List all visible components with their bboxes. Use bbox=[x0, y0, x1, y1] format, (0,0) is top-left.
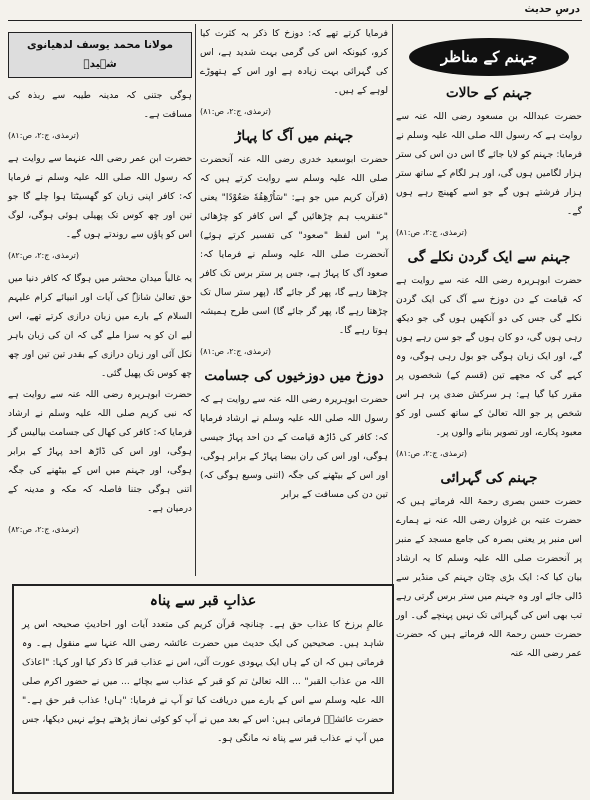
middle-column bbox=[200, 24, 388, 544]
reference: (ترمذی، ج:۲، ص:۸۱) bbox=[8, 131, 80, 140]
reference: (ترمذی، ج:۲، ص:۸۱) bbox=[200, 347, 272, 356]
reference: (ترمذی، ج:۲، ص:۸۱) bbox=[200, 107, 272, 116]
author-byline: مولانا محمد یوسف لدھیانوی شہیدؒ bbox=[8, 32, 192, 78]
reference: (ترمذی، ج:۲، ص:۸۱) bbox=[396, 228, 468, 237]
reference: (ترمذی، ج:۲، ص:۸۲) bbox=[8, 251, 80, 260]
paragraph: یہ غالباً میدان محشر میں ہوگا کہ کافر دنیا میں حق تعالیٰ شانہٗ کی آیات اور انبیائے کرام علیہم السلام کے بارے میں زبان درازی کرتے تھے، اس لیے ان کو یہ سزا ملے گی کہ ان کی زبان باہر نکل آئی اور زبان درازی کے بقدر تین تین اور چھ چھ کوس تک پھیل گئی۔ bbox=[8, 273, 192, 379]
heading-depth-of-hell: جہنم کی گہرائی bbox=[440, 470, 538, 486]
paragraph: ہوگی جتنی کہ مدینہ طیبہ سے ربذہ کی مسافت ہے۔ bbox=[8, 90, 192, 120]
paragraph: فرمایا کرتے تھے کہ: دوزخ کا ذکر بہ کثرت کیا کرو، کیونکہ اس کی گرمی بہت شدید ہے، اس کی گہرائی بہت زیادہ ہے اور اس کے ہتھوڑے لوہے کے ہیں۔ bbox=[200, 28, 388, 96]
top-rule bbox=[8, 20, 582, 21]
heading-body-size: دوزخ میں دوزخیوں کی جسامت bbox=[204, 368, 384, 384]
box-title: عذابِ قبر سے پناہ bbox=[149, 593, 257, 609]
heading-neck-of-fire: جہنم سے ایک گردن نکلے گی bbox=[407, 249, 571, 265]
paragraph: حضرت ابوسعید خدری رضی اللہ عنہ آنحضرت صلی اللہ علیہ وسلم سے روایت کرتے ہیں کہ (قرآن کریم میں جو ہے: "سَاُرْهِقُهٗ صَعُوْدًا" یعنی "عنقریب ہم چڑھائیں گے اس کافر کو چڑھائی پر" اس لفظ "صعود" کی تفسیر کرتے ہوئے) آنحضرت صلی اللہ علیہ وسلم نے فرمایا کہ: صعود آگ کا پہاڑ ہے، جس پر ستر برس تک کافر چڑھتا رہے گا، پھر گر جائے گا، (پھر ستر سال تک چڑھتا رہے گا، پھر گر جائے گا) اسی طرح ہمیشہ ہوتا رہے گا۔ bbox=[200, 154, 388, 336]
left-column bbox=[8, 24, 192, 570]
reference: (ترمذی، ج:۲، ص:۸۲) bbox=[8, 525, 80, 534]
paragraph: حضرت ابوہریرہ رضی اللہ عنہ سے روایت ہے کہ رسول اللہ صلی اللہ علیہ وسلم نے ارشاد فرمایا کہ: کافر کی ڈاڑھ قیامت کے دن احد پہاڑ جیسی ہوگی، اور اس کی ران بیضا پہاڑ کے برابر ہوگی، اور اس کے بیٹھنے کی جگہ (اتنی وسیع ہوگی کہ) تین دن کی مسافت کے برابر bbox=[200, 394, 388, 500]
column-divider bbox=[195, 24, 196, 576]
boxed-article bbox=[12, 584, 394, 794]
paragraph: حضرت عبداللہ بن مسعود رضی اللہ عنہ سے روایت ہے کہ رسول اللہ صلی اللہ علیہ وسلم نے فرمایا: جہنم کو لایا جائے گا اس دن اس کی ستر ہزار لگامیں ہوں گی، اور ہر لگام کے ساتھ ستر ہزار فرشتے ہوں گے جو اسے کھینچ رہے ہوں گے۔ bbox=[396, 111, 582, 217]
paragraph: حضرت ابوہریرہ رضی اللہ عنہ سے روایت ہے کہ قیامت کے دن دوزخ سے آگ کی ایک گردن نکلے گی جس کی دو آنکھیں ہوں گی جو دیکھ رہی ہوں گی، دو کان ہوں گے جو سن رہے ہوں گے، اور ایک زبان ہوگی جو بول رہی ہوگی، وہ کہے گی کہ مجھے تین (قسم کے) شخصوں پر مقرر کیا گیا ہے: ہر سرکش ضدی پر، ہر اس شخص پر جو اللہ تعالیٰ کے ساتھ کسی اور کو معبود پکارے، اور تصویر بنانے والوں پر۔ bbox=[396, 275, 582, 438]
reference: (ترمذی، ج:۲، ص:۸۱) bbox=[396, 449, 468, 458]
heading-hell-conditions: جہنم کے حالات bbox=[446, 85, 532, 101]
paragraph: حضرت حسن بصری رحمۃ اللہ فرماتے ہیں کہ حضرت عتبہ بن غزوان رضی اللہ عنہ نے ہمارے اس منبر پر یعنی بصرہ کی جامع مسجد کے منبر پر آنحضرت صلی اللہ علیہ وسلم کا یہ ارشاد بیان کیا کہ: ایک بڑی چٹان جہنم کی منڈیر سے ڈالی جائے اور وہ جہنم میں ستر برس گرتی رہے تب بھی اس کی گہرائی تک نہیں پہنچے گی۔ اور حضرت حسن رحمۃ اللہ فرماتے ہیں کہ حضرت عمر رضی اللہ عنہ bbox=[396, 496, 582, 659]
box-paragraph: عالمِ برزخ کا عذاب حق ہے۔ چنانچہ قرآن کریم کی متعدد آیات اور احادیثِ صحیحہ اس پر شاہد ہیں۔ صحیحین کی ایک حدیث میں حضرت عائشہ رضی اللہ عنہا سے منقول ہے۔ وہ فرماتی ہیں کہ ان کے ہاں ایک یہودی عورت آئی، اس نے عذاب قبر کا ذکر کیا اور کہا: "اعاذک اللہ من عذاب القبر" ... اللہ تعالیٰ تم کو قبر کے عذاب سے بچائے ... میں نے حضور اکرم صلی اللہ علیہ وسلم سے اس کے بارے میں دریافت کیا تو آپ نے فرمایا: "ہاں! عذاب قبر حق ہے۔" حضرت عائشہؓ فرماتی ہیں: اس کے بعد میں نے آپ کو کوئی نماز پڑھتے ہوئے نہیں دیکھا، جس میں آپ نے عذاب قبر سے پناہ نہ مانگی ہو۔ bbox=[22, 619, 384, 744]
heading-mountain-of-fire: جہنم میں آگ کا پہاڑ bbox=[234, 128, 354, 144]
paragraph: حضرت ابن عمر رضی اللہ عنہما سے روایت ہے کہ رسول اللہ صلی اللہ علیہ وسلم نے فرمایا کہ: کافر اپنی زبان کو گھسیٹتا ہوا چلے گا جو تین اور چھ کوس تک پھیلی ہوئی ہوگی، لوگ اس کو پاؤں سے روندتے ہوں گے۔ bbox=[8, 153, 192, 240]
section-header: درسِ حدیث bbox=[524, 4, 580, 15]
paragraph: حضرت ابوہریرہ رضی اللہ عنہ سے روایت ہے کہ نبی کریم صلی اللہ علیہ وسلم نے ارشاد فرمایا کہ: کافر کی کھال کی جسامت بیالیس گز ہوگی، اور اس کی ڈاڑھ احد پہاڑ کے برابر ہوگی، اور جہنم میں اس کے بیٹھنے کی جگہ اتنی ہوگی جتنا فاصلہ کہ مکہ و مدینہ کے درمیان ہے۔ bbox=[8, 389, 192, 514]
article-title-banner: جہنم کے مناظر bbox=[409, 38, 569, 76]
right-column bbox=[396, 24, 582, 659]
